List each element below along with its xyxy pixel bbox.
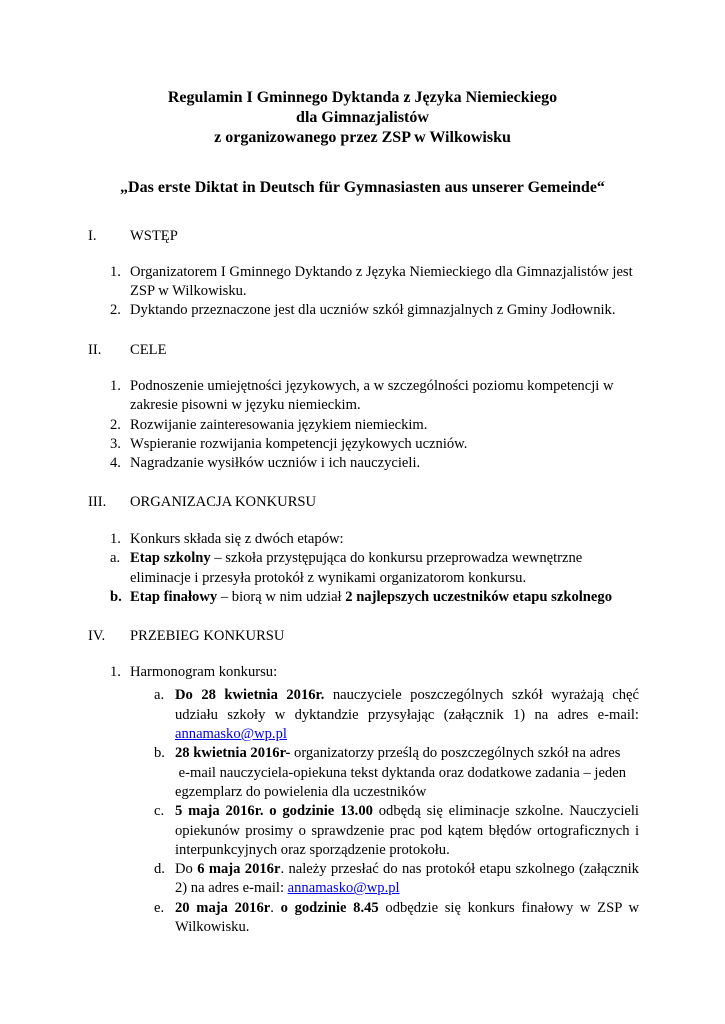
section-1-heading: WSTĘP	[130, 228, 178, 244]
s2-item-4-number: 4.	[110, 455, 121, 471]
s4-item-a-line-2: udziału szkoły w dyktandzie przysyłając (załącznik 1) na adres e-mail:	[175, 707, 639, 723]
section-2-number: II.	[88, 342, 102, 358]
section-2-heading: CELE	[130, 342, 167, 358]
s2-item-3-text: Wspieranie rozwijania kompetencji językowych uczniów.	[130, 436, 468, 452]
s3-item-a-letter: a.	[110, 550, 121, 566]
s2-item-3-number: 3.	[110, 436, 121, 452]
s4-item-a-letter: a.	[154, 687, 165, 703]
s4-item-d-line-2	[175, 878, 639, 899]
s4-item-a-bold: Do 28 kwietnia 2016r.	[175, 687, 325, 703]
s4-item-c-rest: odbędą się eliminacje szkolne. Nauczycieli	[372, 803, 639, 819]
s4-item-d-rest: . należy przesłać do nas protokół etapu szkolnego (załącznik	[280, 861, 639, 877]
s4-item-e-bold-2: o godzinie 8.45	[280, 900, 379, 916]
section-4-heading: PRZEBIEG KONKURSU	[130, 628, 285, 644]
s4-item-c-line-3: interpunkcyjnych oraz sporządzenie protokołu.	[175, 842, 450, 858]
s2-item-1-number: 1.	[110, 378, 121, 394]
s4-item-c-line-2: opiekunów prosimy o sprawdzenie prac pod kątem błędów ortograficznych i	[175, 823, 639, 839]
s3-item-a-line-1	[130, 548, 650, 569]
s3-item-b-bold-2: 2 najlepszych uczestników etapu szkolnego	[345, 589, 612, 605]
s3-item-b-letter: b.	[110, 589, 122, 605]
s4-item-b-rest: organizatorzy prześlą do poszczególnych szkół na adres	[290, 745, 621, 761]
s4-item-d-line-2-text: 2) na adres e-mail:	[175, 880, 288, 896]
s4-item-e-line-2: Wilkowisku.	[175, 919, 250, 935]
s3-item-1-text: Konkurs składa się z dwóch etapów:	[130, 531, 344, 547]
document-title-line-2: dla Gimnazjalistów	[296, 109, 429, 126]
s4-item-c-line-1	[175, 801, 639, 822]
section-4-number: IV.	[88, 628, 106, 644]
s1-item-2-number: 2.	[110, 302, 121, 318]
email-link-1[interactable]: annamasko@wp.pl	[175, 726, 287, 742]
s1-item-2-text: Dyktando przeznaczone jest dla uczniów szkół gimnazjalnych z Gminy Jodłownik.	[130, 302, 616, 318]
s4-item-e-bold: 20 maja 2016r	[175, 900, 271, 916]
s4-item-e-mid: .	[270, 900, 281, 916]
document-title-line-3: z organizowanego przez ZSP w Wilkowisku	[214, 129, 511, 146]
s3-item-a-rest: – szkoła przystępująca do konkursu przeprowadza wewnętrzne	[210, 550, 583, 566]
s1-item-1-number: 1.	[110, 264, 121, 280]
document-title-line-1: Regulamin I Gminnego Dyktanda z Języka Niemieckiego	[167, 89, 558, 106]
s4-item-d-letter: d.	[154, 861, 165, 877]
s4-item-1-text: Harmonogram konkursu:	[130, 664, 278, 680]
s2-item-2-number: 2.	[110, 417, 121, 433]
section-3-number: III.	[88, 494, 107, 510]
s4-item-e-letter: e.	[154, 900, 165, 916]
s4-item-c-letter: c.	[154, 803, 165, 819]
s4-item-d-bold: 6 maja 2016r	[197, 861, 281, 877]
s4-item-b-letter: b.	[154, 745, 165, 761]
s4-item-c-bold: 5 maja 2016r. o godzinie 13.00	[175, 803, 373, 819]
s4-item-b-line-3: egzemplarz do powielenia dla uczestników	[175, 784, 427, 800]
s3-item-a-bold: Etap szkolny	[130, 550, 211, 566]
s4-item-a-rest: nauczyciele poszczególnych szkół wyrażają chęć	[324, 687, 639, 703]
section-3-heading: ORGANIZACJA KONKURSU	[130, 494, 317, 510]
s4-item-d-pre: Do	[175, 861, 198, 877]
s4-item-b-bold: 28 kwietnia 2016r-	[175, 745, 291, 761]
s1-item-1-line-1: Organizatorem I Gminnego Dyktando z Języka Niemieckiego dla Gimnazjalistów jest	[130, 264, 633, 280]
s4-item-b-line-1	[175, 743, 639, 764]
s4-item-a-line-1	[175, 685, 639, 706]
section-1-number: I.	[88, 228, 97, 244]
s4-item-1-number: 1.	[110, 664, 121, 680]
s3-item-1-number: 1.	[110, 531, 121, 547]
s2-item-1-line-1: Podnoszenie umiejętności językowych, a w szczególności poziomu kompetencji w	[130, 378, 614, 394]
s3-item-b-line	[130, 587, 650, 608]
s4-item-e-rest: odbędzie się konkurs finałowy w ZSP w	[378, 900, 639, 916]
s3-item-b-mid: – biorą w nim udział	[217, 589, 346, 605]
email-link-2[interactable]: annamasko@wp.pl	[287, 880, 400, 896]
german-subtitle: „Das erste Diktat in Deutsch für Gymnasiasten aus unserer Gemeinde“	[120, 179, 605, 196]
s2-item-4-text: Nagradzanie wysiłków uczniów i ich nauczycieli.	[130, 455, 421, 471]
s2-item-1-line-2: zakresie pisowni w języku niemieckim.	[130, 397, 361, 413]
s3-item-b-bold: Etap finałowy	[130, 589, 218, 605]
s4-item-d-line-1	[175, 859, 639, 880]
s4-item-b-line-2: e-mail nauczyciela-opiekuna tekst dyktanda oraz dodatkowe zadania – jeden	[175, 765, 626, 781]
s4-item-a-line-3	[175, 724, 639, 745]
s1-item-1-line-2: ZSP w Wilkowisku.	[130, 283, 247, 299]
s4-item-e-line-1	[175, 898, 639, 919]
s2-item-2-text: Rozwijanie zainteresowania językiem niemieckim.	[130, 417, 428, 433]
s3-item-a-line-2: eliminacje i przesyła protokół z wynikami organizatorom konkursu.	[130, 570, 527, 586]
